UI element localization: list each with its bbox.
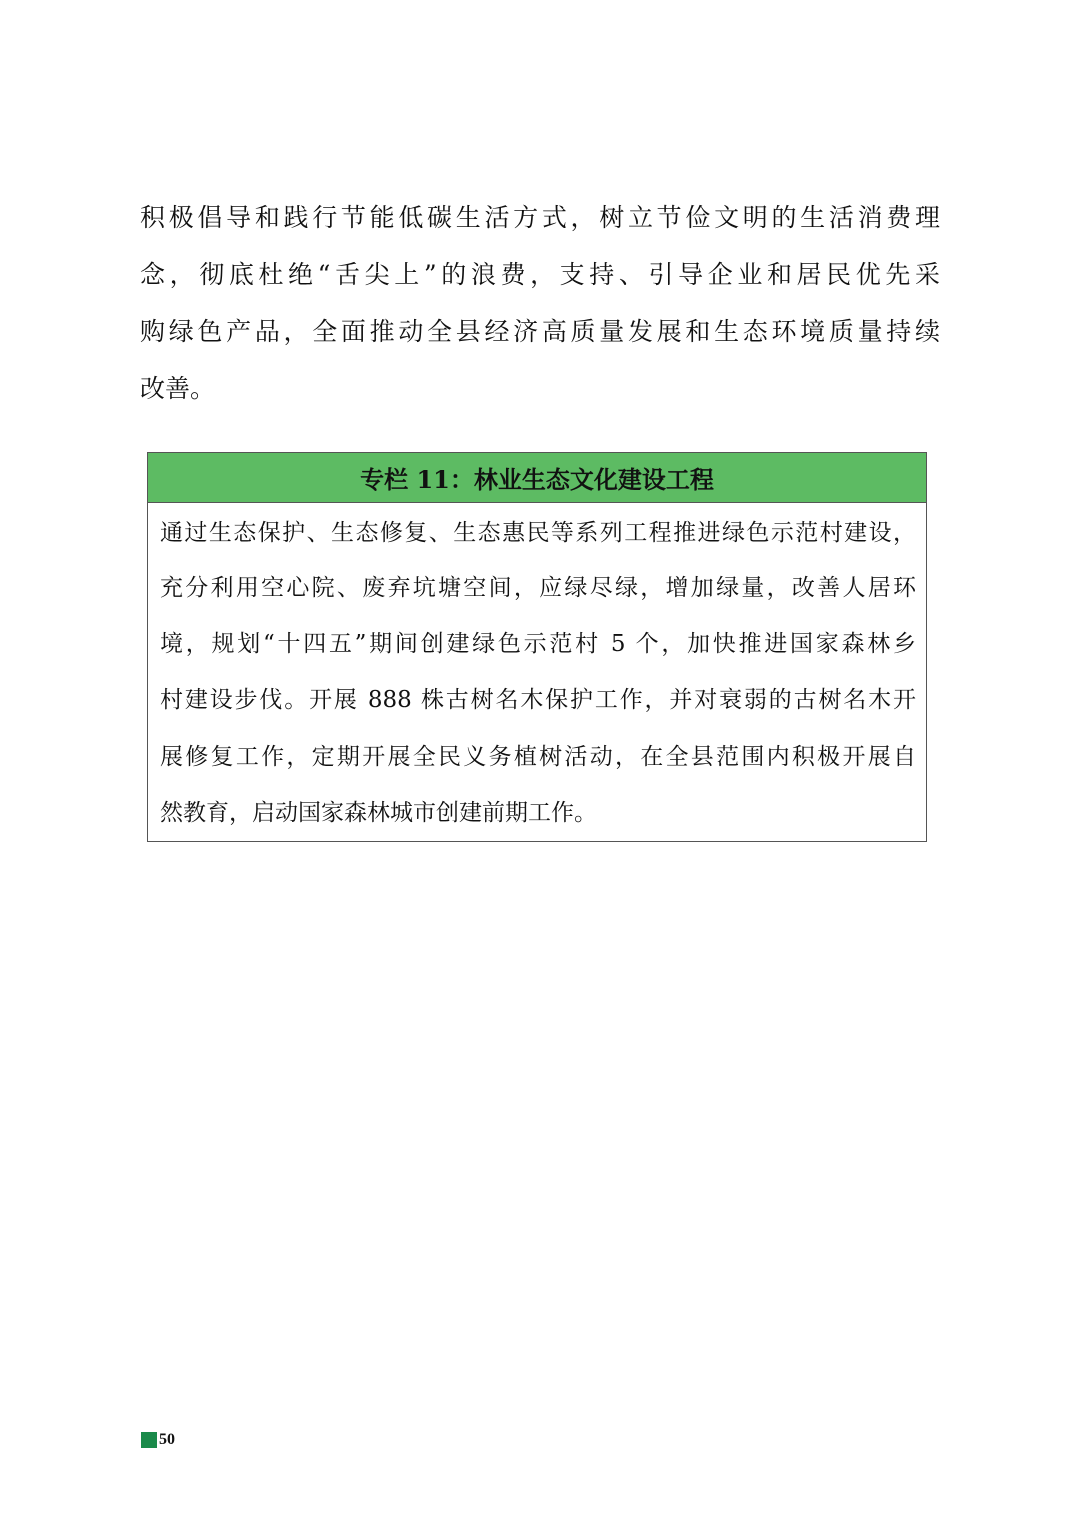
column-box-line: 充分利用空心院、废弃坑塘空间，应绿尽绿，增加绿量，改善人居环 [160, 575, 916, 601]
column-box [147, 452, 927, 842]
column-box-title: 专栏 11：林业生态文化建设工程 [148, 453, 926, 503]
column-box-line: 境，规划“十四五”期间创建绿色示范村 5 个，加快推进国家森林乡 [160, 631, 916, 657]
column-box-line: 村建设步伐。开展 888 株古树名木保护工作，并对衰弱的古树名木开 [160, 687, 916, 713]
column-box-line: 然教育，启动国家森林城市创建前期工作。 [160, 800, 597, 826]
paragraph-line: 念，彻底杜绝“舌尖上”的浪费，支持、引导企业和居民优先采 [140, 260, 940, 289]
page-footer [141, 1431, 175, 1449]
paragraph-line: 购绿色产品，全面推动全县经济高质量发展和生态环境质量持续 [140, 317, 940, 346]
page-marker-icon [141, 1432, 157, 1448]
column-box-line: 展修复工作，定期开展全民义务植树活动，在全县范围内积极开展自 [160, 744, 916, 770]
paragraph-line: 改善。 [140, 374, 216, 403]
page-number: 50 [159, 1431, 175, 1448]
column-box-line: 通过生态保护、生态修复、生态惠民等系列工程推进绿色示范村建设， [160, 520, 916, 546]
paragraph-line: 积极倡导和践行节能低碳生活方式，树立节俭文明的生活消费理 [140, 203, 940, 232]
